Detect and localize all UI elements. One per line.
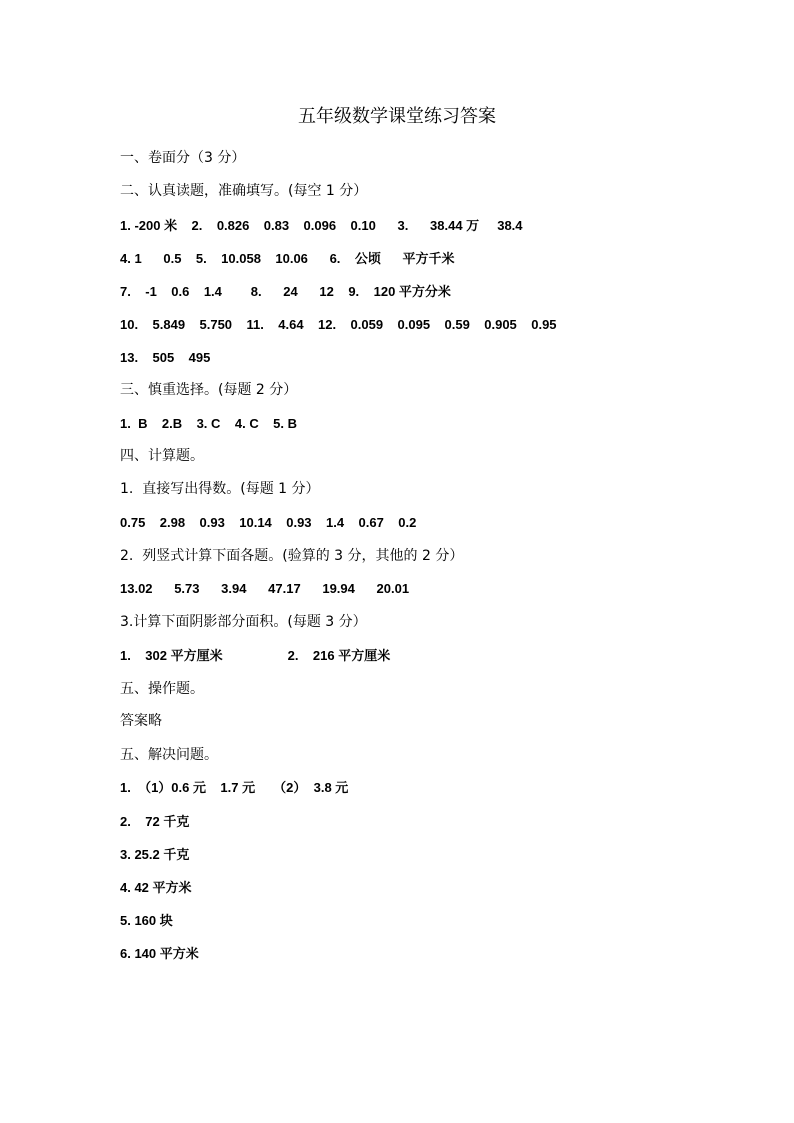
answer-line-3-1: 1. B 2.B 3. C 4. C 5. B xyxy=(120,416,297,431)
answer-line-6-5: 5. 160 块 xyxy=(120,913,173,928)
subheading-4-1: 1. 直接写出得数。(每题 1 分） xyxy=(120,481,320,497)
section-heading-4: 四、计算题。 xyxy=(120,448,204,464)
answer-line-6-4: 4. 42 平方米 xyxy=(120,880,192,895)
subheading-4-3: 3.计算下面阴影部分面积。(每题 3 分） xyxy=(120,614,367,630)
answer-line-4-3: 1. 302 平方厘米 2. 216 平方厘米 xyxy=(120,648,391,663)
answer-line-2-3: 7. -1 0.6 1.4 8. 24 12 9. 120 平方分米 xyxy=(120,284,451,299)
section-heading-5: 五、操作题。 xyxy=(120,681,204,697)
answer-line-2-5: 13. 505 495 xyxy=(120,350,211,365)
answer-line-6-3: 3. 25.2 千克 xyxy=(120,847,190,862)
subheading-4-2: 2. 列竖式计算下面各题。(验算的 3 分，其他的 2 分） xyxy=(120,548,464,564)
answer-line-4-2: 13.02 5.73 3.94 47.17 19.94 20.01 xyxy=(120,581,410,596)
answer-line-2-4: 10. 5.849 5.750 11. 4.64 12. 0.059 0.095 0.59 0.905 0.95 xyxy=(120,317,557,332)
answer-line-6-2: 2. 72 千克 xyxy=(120,814,190,829)
answer-line-2-2: 4. 1 0.5 5. 10.058 10.06 6. 公顷 平方千米 xyxy=(120,251,455,266)
section-heading-6: 五、解决问题。 xyxy=(120,747,218,763)
section-heading-2: 二、认真读题，准确填写。(每空 1 分） xyxy=(120,183,368,199)
answer-line-6-1: 1. （1）0.6 元 1.7 元 （2） 3.8 元 xyxy=(120,780,349,795)
answer-line-5: 答案略 xyxy=(120,713,162,729)
answer-line-2-1: 1. -200 米 2. 0.826 0.83 0.096 0.10 3. 38.44 万 38.4 xyxy=(120,218,523,233)
document-title: 五年级数学课堂练习答案 xyxy=(298,106,496,127)
answer-line-4-1: 0.75 2.98 0.93 10.14 0.93 1.4 0.67 0.2 xyxy=(120,515,417,530)
section-heading-1: 一、卷面分（3 分） xyxy=(120,150,246,166)
answer-line-6-6: 6. 140 平方米 xyxy=(120,946,199,961)
section-heading-3: 三、慎重选择。(每题 2 分） xyxy=(120,382,298,398)
